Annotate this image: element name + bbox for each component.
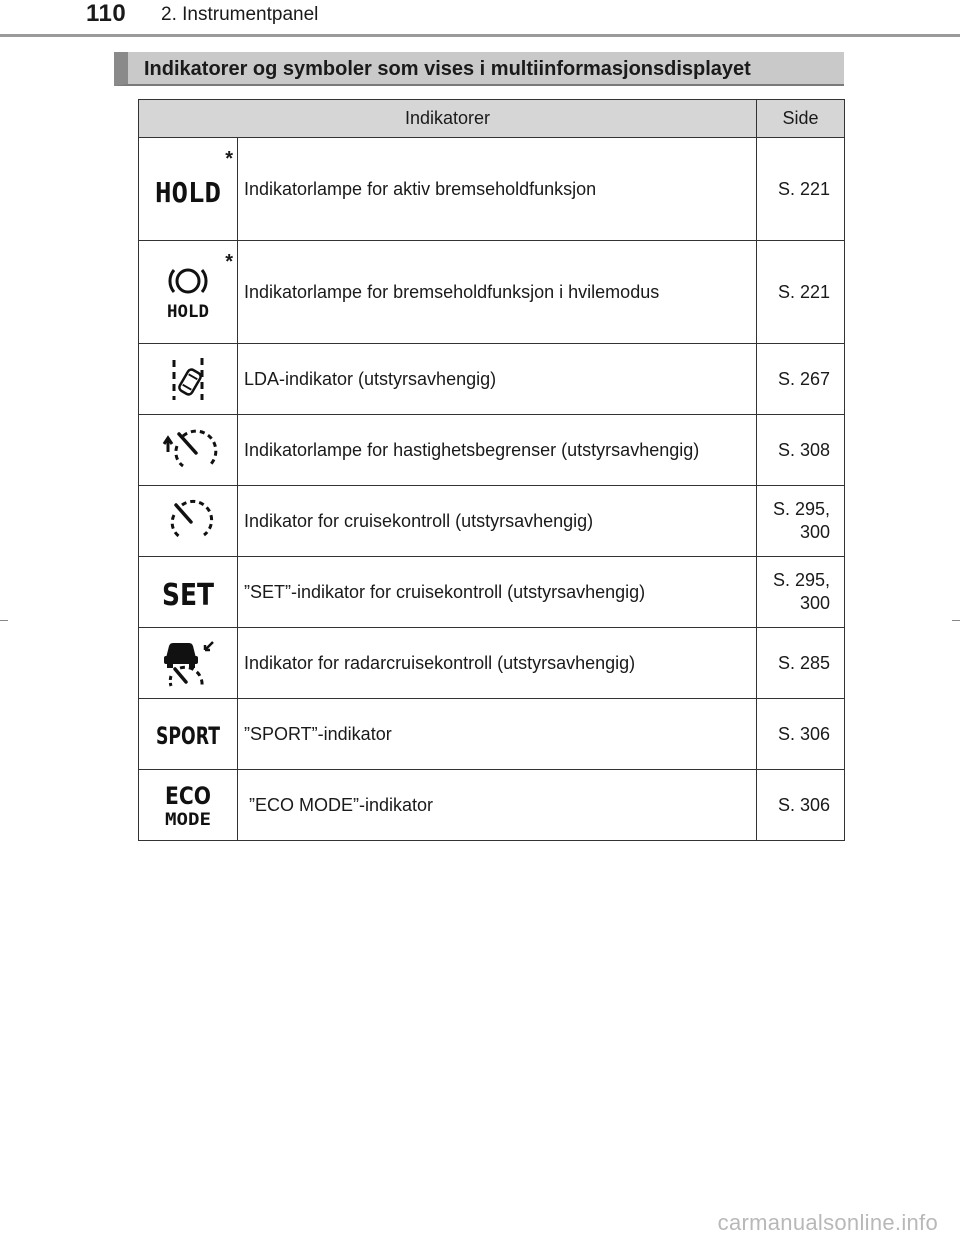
row-description: Indikator for cruisekontroll (utstyrsavhengig) <box>238 486 757 557</box>
hold-icon <box>148 169 228 209</box>
table-row <box>139 415 845 486</box>
row-page: S. 285 <box>757 628 845 699</box>
row-description: Indikatorlampe for bremseholdfunksjon i hvilemodus <box>238 241 757 344</box>
table-row <box>139 557 845 628</box>
section-heading-bar <box>114 52 844 86</box>
set-icon-text: SET <box>162 578 215 613</box>
table-header-row <box>139 100 845 138</box>
table-row <box>139 486 845 557</box>
lane-departure-alert-icon <box>166 354 210 404</box>
indicator-table <box>138 99 845 841</box>
table-row <box>139 628 845 699</box>
row-description: Indikator for radarcruisekontroll (utstyrsavhengig) <box>238 628 757 699</box>
eco-icon-text: ECO <box>165 782 211 810</box>
row-page: S. 221 <box>757 138 845 241</box>
row-description: ”SET”-indikator for cruisekontroll (utstyrsavhengig) <box>238 557 757 628</box>
icon-cell <box>139 241 238 344</box>
mode-icon-text: MODE <box>165 810 211 830</box>
sport-icon <box>148 714 228 754</box>
row-description: ”ECO MODE”-indikator <box>238 770 757 841</box>
speed-limiter-icon <box>159 428 217 472</box>
row-page: S. 267 <box>757 344 845 415</box>
header-indicator: Indikatorer <box>139 100 757 138</box>
icon-cell <box>139 344 238 415</box>
icon-cell <box>139 770 238 841</box>
row-page: S. 306 <box>757 770 845 841</box>
cruise-control-icon <box>166 499 210 543</box>
crop-mark-left <box>0 620 8 621</box>
row-page: S. 306 <box>757 699 845 770</box>
icon-cell <box>139 699 238 770</box>
row-description: Indikatorlampe for aktiv bremseholdfunksjon <box>238 138 757 241</box>
page-number: 110 <box>86 0 127 27</box>
row-page: S. 295, 300 <box>757 557 845 628</box>
row-page: S. 221 <box>757 241 845 344</box>
header-page: Side <box>757 100 845 138</box>
eco-mode-icon <box>153 780 223 830</box>
radar-cruise-control-icon <box>158 636 218 690</box>
hold-icon-text: HOLD <box>155 176 221 209</box>
icon-cell <box>139 486 238 557</box>
icon-cell <box>139 628 238 699</box>
row-page: S. 308 <box>757 415 845 486</box>
page-header <box>0 0 960 40</box>
table-row <box>139 241 845 344</box>
row-description: Indikatorlampe for hastighetsbegrenser (utstyrsavhengig) <box>238 415 757 486</box>
asterisk: * <box>225 148 233 170</box>
section-title: Indikatorer og symboler som vises i multiinformasjonsdisplayet <box>144 58 751 80</box>
asterisk: * <box>225 251 233 273</box>
sport-icon-text: SPORT <box>156 722 221 750</box>
set-icon <box>153 572 223 612</box>
brake-hold-icon-text: HOLD <box>167 302 209 322</box>
icon-cell <box>139 138 238 241</box>
icon-cell <box>139 557 238 628</box>
watermark: carmanualsonline.info <box>717 1210 938 1235</box>
row-description: LDA-indikator (utstyrsavhengig) <box>238 344 757 415</box>
row-page: S. 295, 300 <box>757 486 845 557</box>
table-row <box>139 138 845 241</box>
table-row <box>139 770 845 841</box>
table-row <box>139 699 845 770</box>
header-rule <box>0 34 960 37</box>
row-description: ”SPORT”-indikator <box>238 699 757 770</box>
icon-cell <box>139 415 238 486</box>
chapter-title: 2. Instrumentpanel <box>161 4 319 25</box>
brake-hold-standby-icon <box>158 262 218 322</box>
table-row <box>139 344 845 415</box>
crop-mark-right <box>952 620 960 621</box>
